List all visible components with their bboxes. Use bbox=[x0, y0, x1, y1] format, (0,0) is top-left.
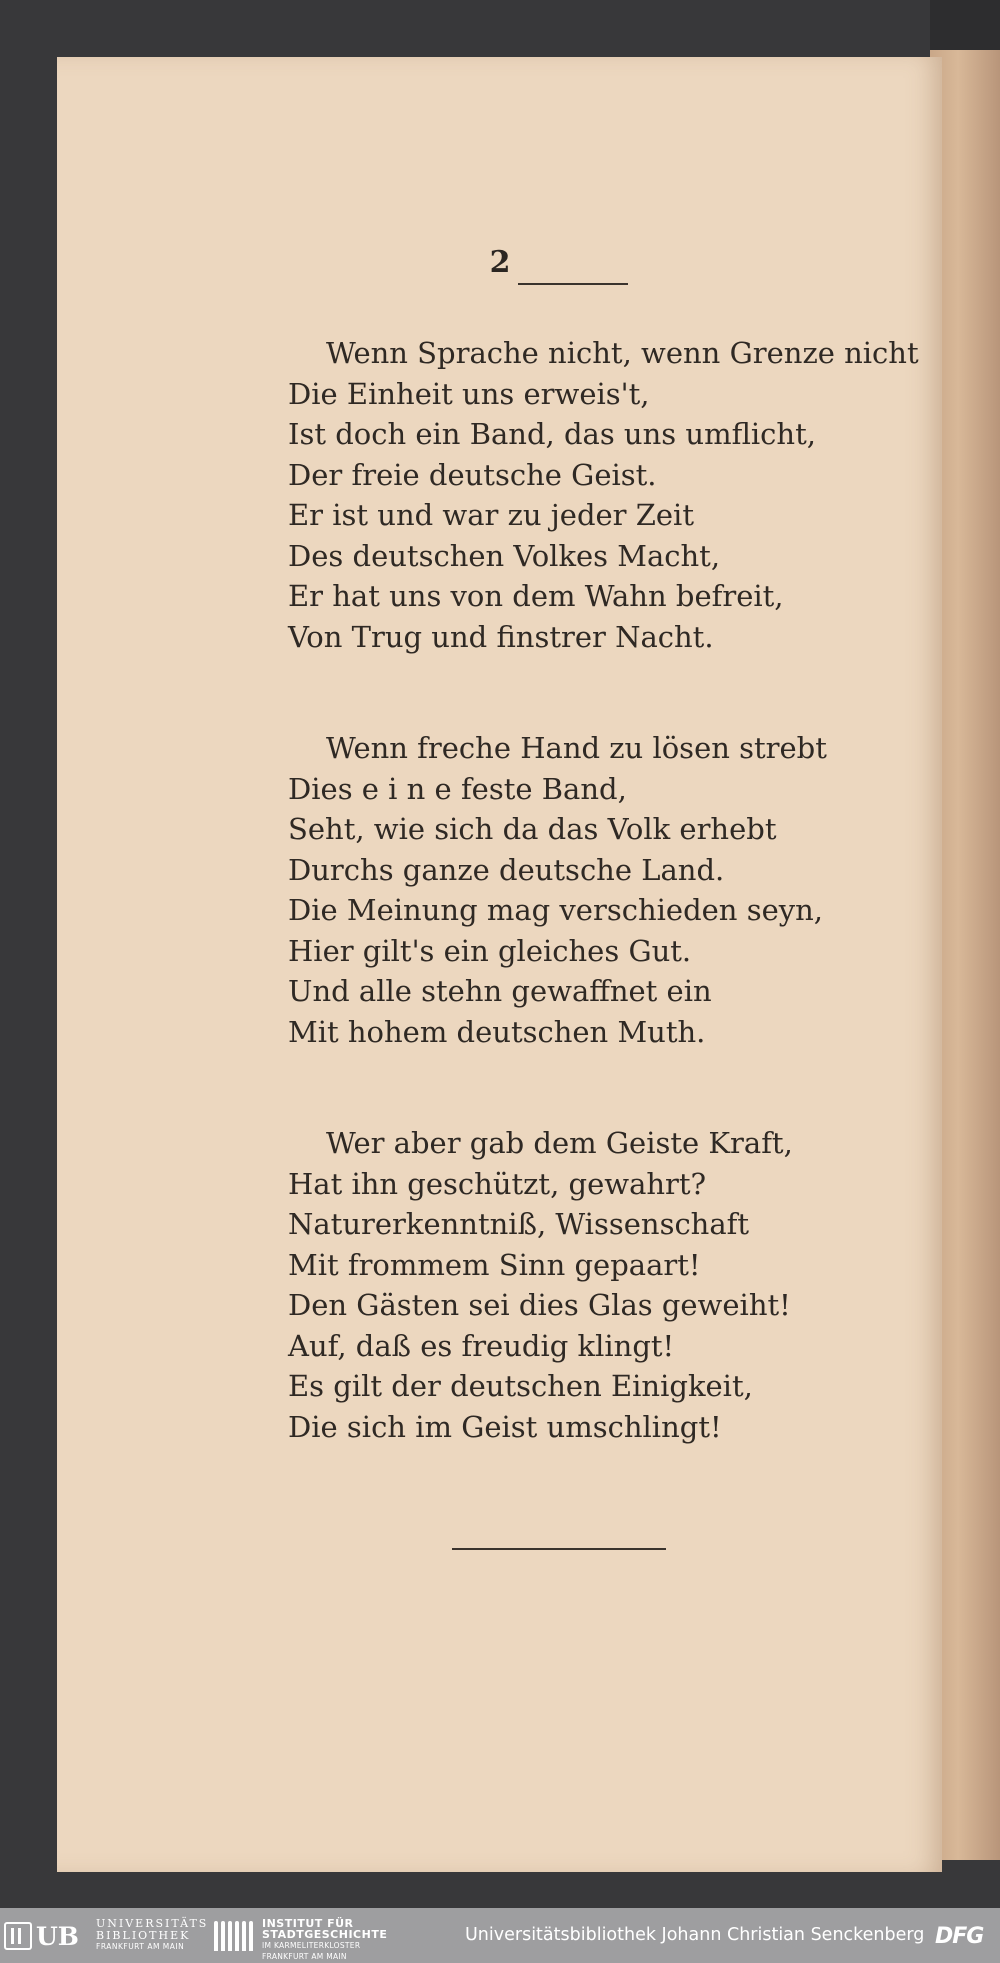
verse-line: Von Trug und finstrer Nacht. bbox=[288, 619, 714, 654]
verse-line: Der freie deutsche Geist. bbox=[288, 457, 657, 492]
verse-line: Mit hohem deutschen Muth. bbox=[288, 1014, 706, 1049]
ub-line-2: BIBLIOTHEK bbox=[96, 1928, 191, 1942]
verse-line: Und alle stehn gewaffnet ein bbox=[288, 974, 712, 1008]
isg-line-3: IM KARMELITERKLOSTER bbox=[262, 1941, 361, 1950]
isg-line-4: FRANKFURT AM MAIN bbox=[262, 1952, 347, 1961]
stanza-3 bbox=[288, 1123, 928, 1447]
verse-line: Dies e i n e feste Band, bbox=[288, 771, 627, 806]
ub-wordmark bbox=[96, 1918, 208, 1953]
verse-line: Hat ihn geschützt, gewahrt? bbox=[288, 1166, 707, 1201]
verse-line: Den Gästen sei dies Glas geweiht! bbox=[288, 1288, 791, 1322]
isg-wordmark bbox=[262, 1918, 387, 1962]
stanza-2 bbox=[288, 728, 928, 1052]
verse-line: Es gilt der deutschen Einigkeit, bbox=[288, 1369, 753, 1403]
verse-line: Er hat uns von dem Wahn befreit, bbox=[288, 579, 784, 613]
isg-line-2: STADTGESCHICHTE bbox=[262, 1928, 388, 1941]
verse-line: Die Meinung mag verschieden seyn, bbox=[288, 893, 824, 927]
ub-logo[interactable] bbox=[4, 1921, 92, 1951]
stanza-1 bbox=[288, 333, 928, 657]
verse-line: Die Einheit uns erweis't, bbox=[288, 376, 650, 411]
ub-letters: UB bbox=[36, 1921, 79, 1951]
ub-columns-icon bbox=[4, 1922, 32, 1950]
verse-line: Hier gilt's ein gleiches Gut. bbox=[288, 933, 692, 968]
verse-line: Wer aber gab dem Geiste Kraft, bbox=[326, 1126, 793, 1160]
verse-line: Wenn freche Hand zu lösen strebt bbox=[326, 731, 827, 765]
ub-line-1: UNIVERSITÄTS bbox=[96, 1917, 209, 1930]
end-rule bbox=[452, 1548, 666, 1550]
viewer-footer bbox=[0, 1908, 1000, 1963]
page-number: 2 bbox=[489, 245, 511, 280]
verse-line: Des deutschen Volkes Macht, bbox=[288, 538, 721, 573]
dfg-logo[interactable]: DFG bbox=[935, 1924, 984, 1949]
verse-line: Er ist und war zu jeder Zeit bbox=[288, 498, 694, 532]
spine-shadow bbox=[930, 0, 1000, 56]
verse-line: Naturerkenntniß, Wissenschaft bbox=[288, 1207, 750, 1241]
isg-line-1: INSTITUT FÜR bbox=[262, 1917, 354, 1930]
ub-line-3: FRANKFURT AM MAIN bbox=[96, 1942, 185, 1951]
verse-line: Durchs ganze deutsche Land. bbox=[288, 852, 725, 887]
verse-line: Seht, wie sich da das Volk erhebt bbox=[288, 812, 777, 846]
verse-line: Die sich im Geist umschlingt! bbox=[288, 1409, 722, 1444]
library-name-link[interactable]: Universitätsbibliothek Johann Christian Senckenberg bbox=[465, 1925, 925, 1945]
isg-arches-icon[interactable] bbox=[214, 1921, 254, 1951]
verse-line: Ist doch ein Band, das uns umflicht, bbox=[288, 417, 816, 451]
verse-line: Auf, daß es freudig klingt! bbox=[288, 1328, 675, 1363]
page-number-rule bbox=[518, 283, 628, 285]
verse-line: Mit frommem Sinn gepaart! bbox=[288, 1247, 701, 1282]
verse-line: Wenn Sprache nicht, wenn Grenze nicht bbox=[326, 336, 919, 370]
